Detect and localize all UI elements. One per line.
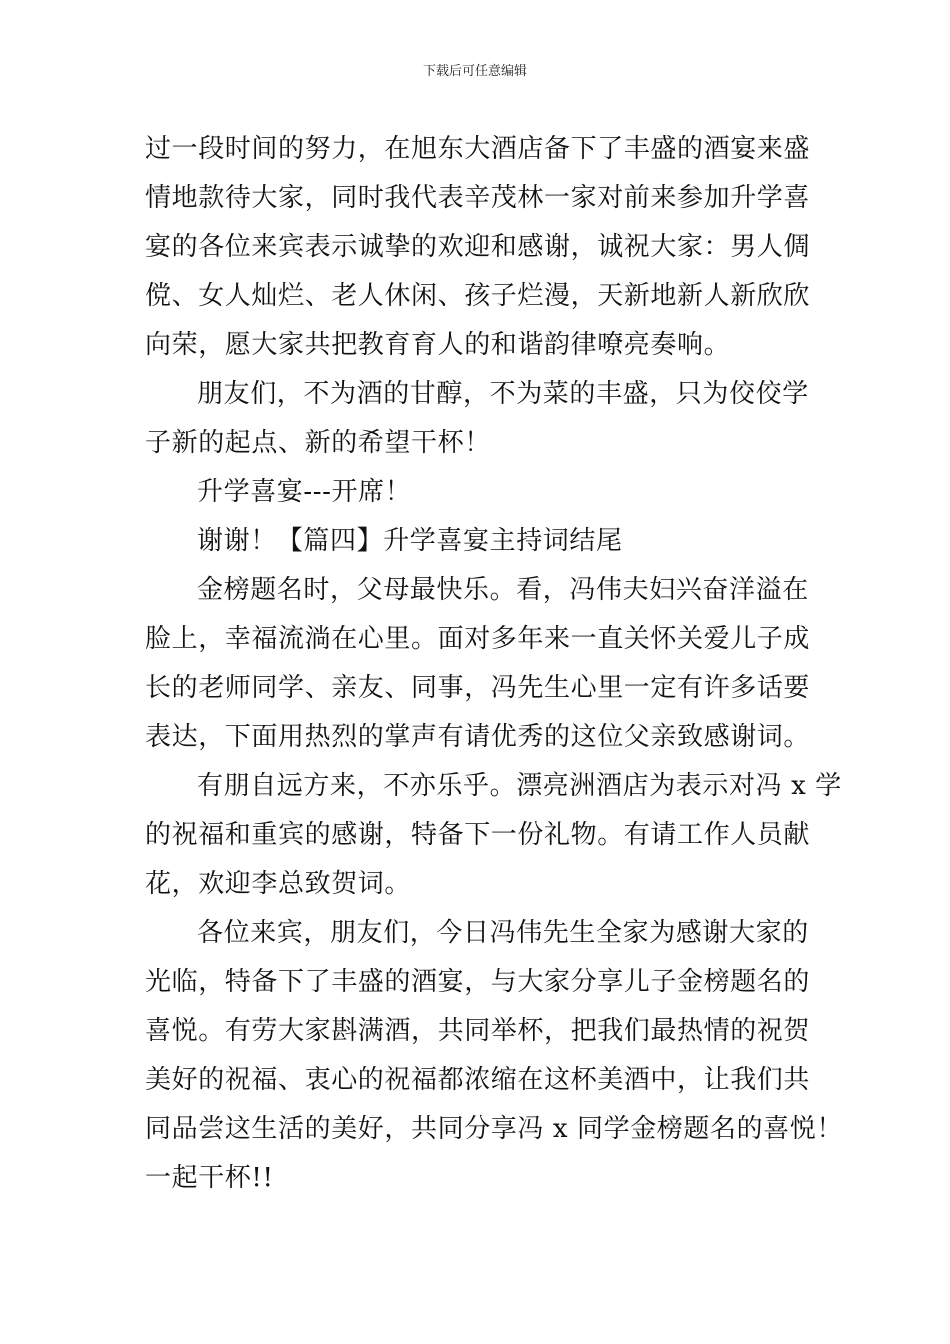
text-line: 一起干杯!! xyxy=(145,1163,274,1193)
paragraph-start-line: 金榜题名时，父母最快乐。看，冯伟夫妇兴奋洋溢在 xyxy=(197,575,809,605)
section-heading-line: 谢谢！【篇四】升学喜宴主持词结尾 xyxy=(197,526,623,556)
paragraph-start-line: 升学喜宴---开席！ xyxy=(197,477,412,507)
text-line: 长的老师同学、亲友、同事，冯先生心里一定有许多话要 xyxy=(145,673,811,703)
text-line: 的祝福和重宾的感谢，特备下一份礼物。有请工作人员献 xyxy=(145,820,811,850)
text-line: 情地款待大家，同时我代表辛茂林一家对前来参加升学喜 xyxy=(145,183,811,213)
text-line: 脸上，幸福流淌在心里。面对多年来一直关怀关爱儿子成 xyxy=(145,624,811,654)
paragraph-start-line: 各位来宾，朋友们，今日冯伟先生全家为感谢大家的 xyxy=(197,918,809,948)
text-line: 美好的祝福、衷心的祝福都浓缩在这杯美酒中，让我们共 xyxy=(145,1065,811,1095)
text-line: 宴的各位来宾表示诚挚的欢迎和感谢，诚祝大家：男人倜 xyxy=(145,232,811,262)
text-line: 花，欢迎李总致贺词。 xyxy=(145,869,412,899)
paragraph-start-line: 有朋自远方来，不亦乐乎。漂亮洲酒店为表示对冯 x 学 xyxy=(197,771,842,801)
text-line: 光临，特备下了丰盛的酒宴，与大家分享儿子金榜题名的 xyxy=(145,967,811,997)
text-line: 表达，下面用热烈的掌声有请优秀的这位父亲致感谢词。 xyxy=(145,722,811,752)
paragraph-start-line: 朋友们，不为酒的甘醇，不为菜的丰盛，只为佼佼学 xyxy=(197,379,809,409)
text-line: 向荣，愿大家共把教育育人的和谐韵律嘹亮奏响。 xyxy=(145,330,731,360)
text-line: 同品尝这生活的美好，共同分享冯 x 同学金榜题名的喜悦！ xyxy=(145,1114,843,1144)
text-line: 过一段时间的努力，在旭东大酒店备下了丰盛的酒宴来盛 xyxy=(145,134,811,164)
text-line: 傥、女人灿烂、老人休闲、孩子烂漫，天新地新人新欣欣 xyxy=(145,281,811,311)
document-body xyxy=(145,125,843,1203)
text-line: 子新的起点、新的希望干杯！ xyxy=(145,428,491,458)
page-header: 下载后可任意编辑 xyxy=(422,64,527,79)
text-line: 喜悦。有劳大家斟满酒，共同举杯，把我们最热情的祝贺 xyxy=(145,1016,811,1046)
